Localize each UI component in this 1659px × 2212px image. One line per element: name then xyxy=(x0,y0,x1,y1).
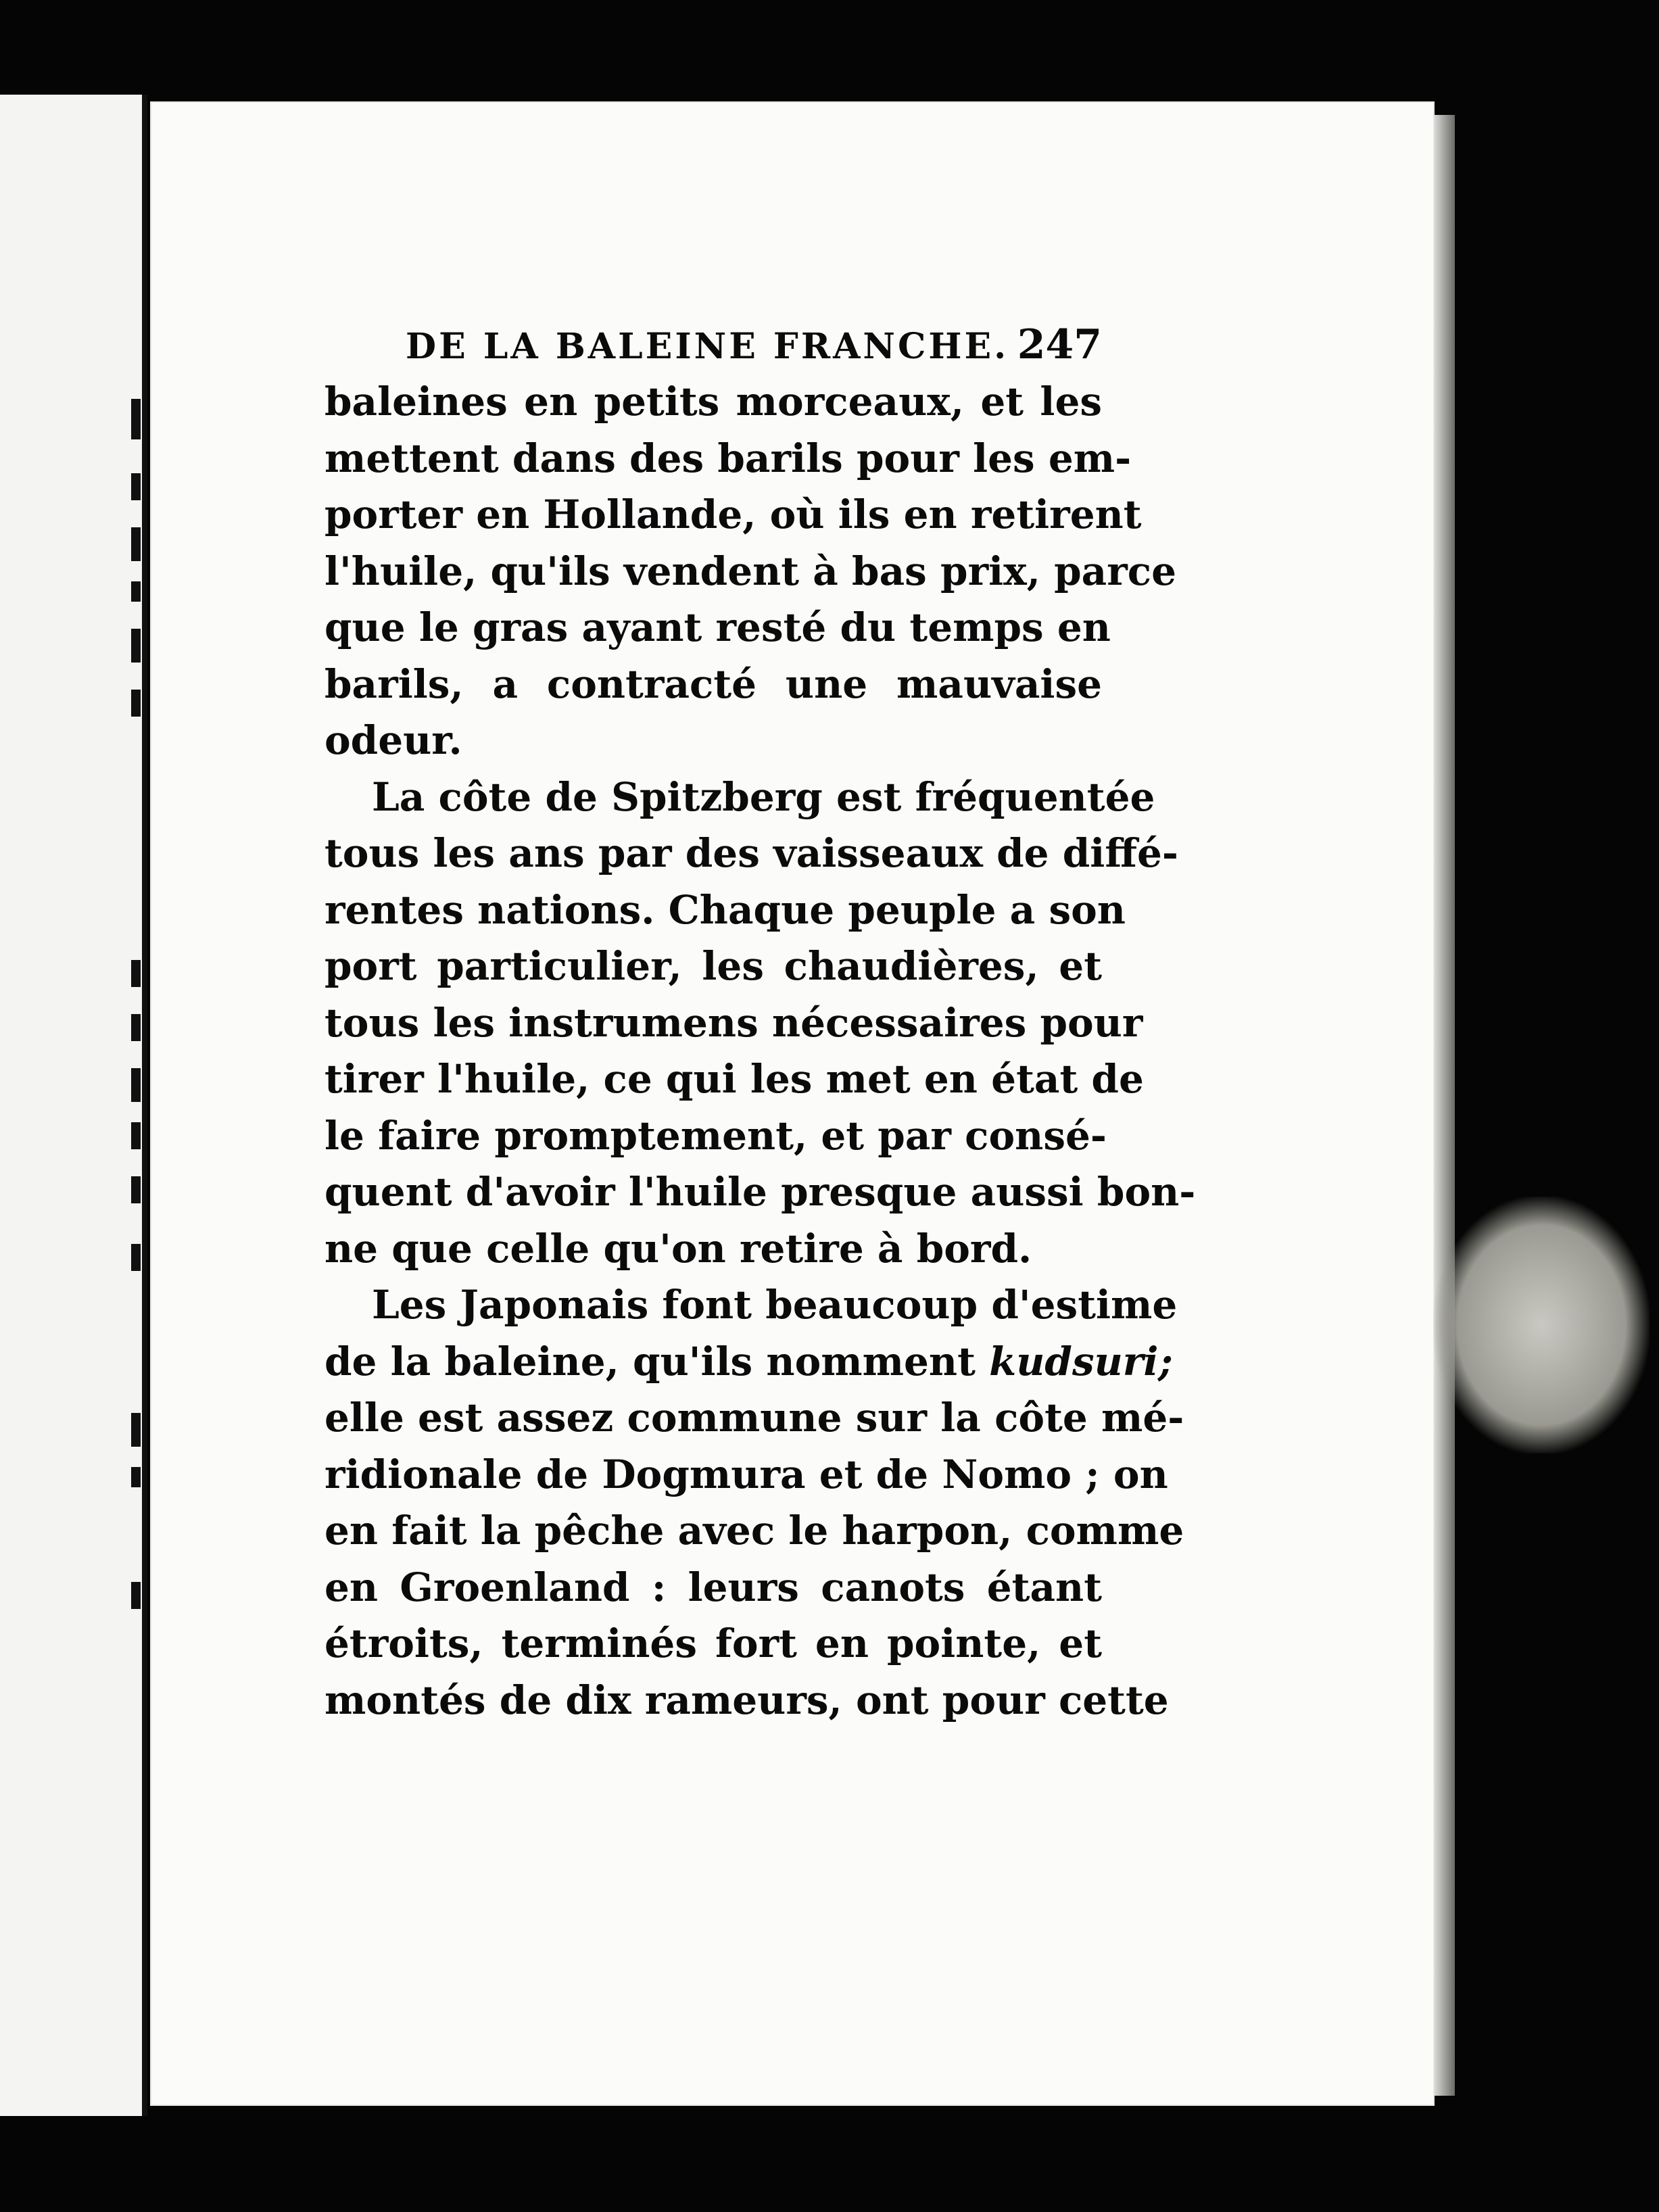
paper-damage xyxy=(1433,1197,1650,1453)
text-line: ridionale de Dogmura et de Nomo ; on xyxy=(324,1451,1168,1497)
text-line: rentes nations. Chaque peuple a son xyxy=(324,886,1126,933)
text-line: mettent dans des barils pour les em- xyxy=(324,435,1132,481)
text-line: étroits, terminés fort en pointe, et xyxy=(324,1620,1102,1666)
text-line: que le gras ayant resté du temps en xyxy=(324,604,1111,650)
text-line: port particulier, les chaudières, et xyxy=(324,943,1102,989)
text-line: le faire promptement, et par consé- xyxy=(324,1112,1107,1159)
text-fragment: de la baleine, qu'ils nomment xyxy=(324,1338,976,1385)
text-line: montés de dix rameurs, ont pour cette xyxy=(324,1677,1169,1723)
text-line: en fait la pêche avec le harpon, comme xyxy=(324,1508,1184,1554)
text-line: l'huile, qu'ils vendent à bas prix, parce xyxy=(324,548,1177,594)
text-line: Les Japonais font beaucoup d'estime xyxy=(372,1282,1178,1328)
text-line: tirer l'huile, ce qui les met en état de xyxy=(324,1056,1144,1102)
running-header xyxy=(324,318,1102,374)
page-number: 247 xyxy=(1017,321,1102,368)
text-line: porter en Hollande, où ils en retirent xyxy=(324,491,1142,537)
text-line: tous les instrumens nécessaires pour xyxy=(324,999,1143,1046)
text-line: barils, a contracté une mauvaise xyxy=(324,660,1102,707)
running-title: DE LA BALEINE FRANCHE. xyxy=(406,326,1009,367)
page-edge xyxy=(1435,115,1455,2096)
italic-term: kudsuri; xyxy=(989,1338,1173,1385)
text-line: baleines en petits morceaux, et les xyxy=(324,379,1102,425)
text-line: ne que celle qu'on retire à bord. xyxy=(324,1225,1032,1272)
text-line: odeur. xyxy=(324,717,462,763)
previous-page-sliver xyxy=(0,95,147,2116)
text-line-with-italic xyxy=(324,1334,1173,1391)
text-line: elle est assez commune sur la côte mé- xyxy=(324,1395,1184,1441)
text-line: en Groenland : leurs canots étant xyxy=(324,1564,1102,1610)
text-line: quent d'avoir l'huile presque aussi bon- xyxy=(324,1169,1196,1215)
page-text xyxy=(324,318,1196,1729)
text-line: tous les ans par des vaisseaux de diffé- xyxy=(324,830,1178,876)
text-line: La côte de Spitzberg est fréquentée xyxy=(372,773,1155,820)
